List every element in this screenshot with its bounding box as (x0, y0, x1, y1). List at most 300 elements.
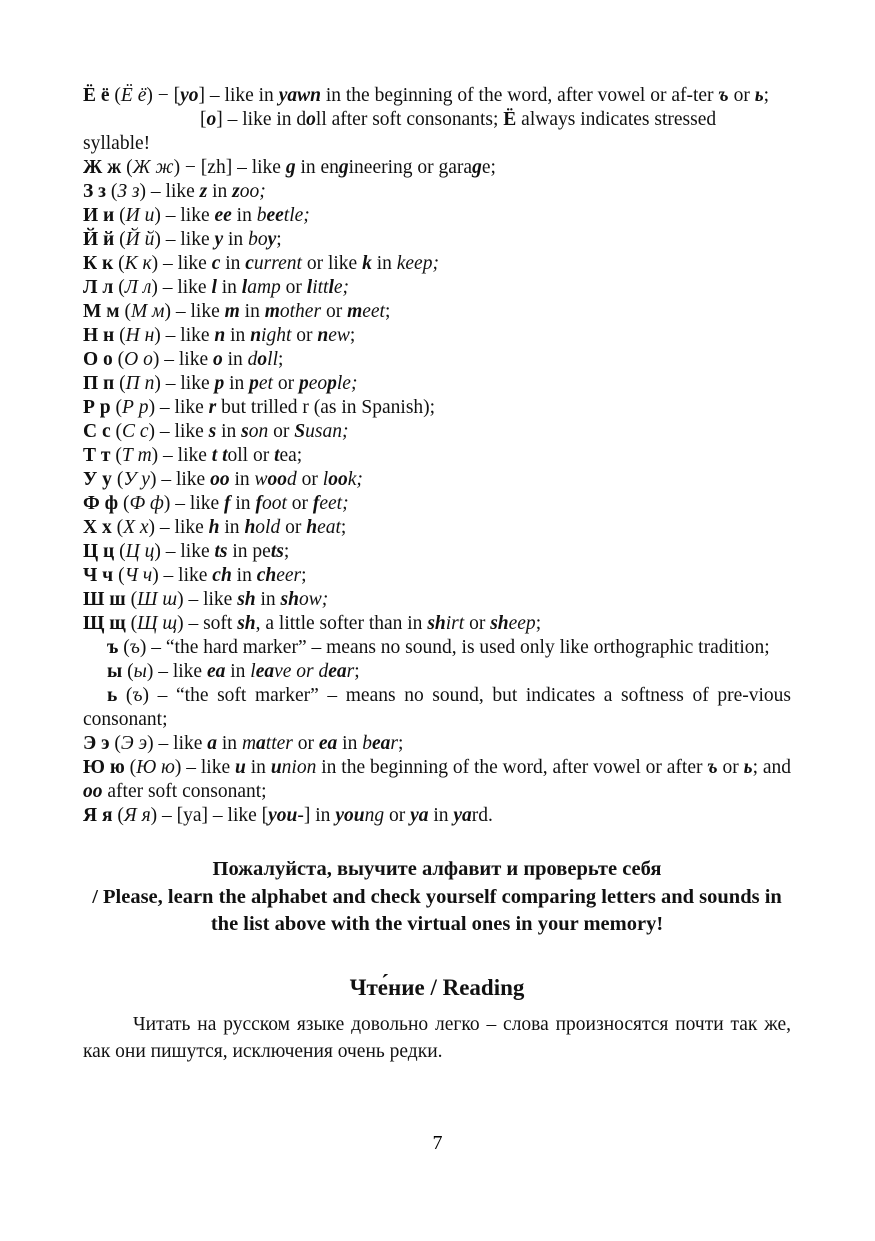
alphabet-entry-soft (83, 684, 791, 732)
entry-text-segment: oo (267, 469, 288, 490)
entry-text-segment: itt (312, 277, 329, 298)
entry-text-segment: ) – [ya] – like [ (150, 805, 269, 826)
entry-text-segment: eet; (319, 493, 349, 514)
entry-text-segment: in (224, 373, 250, 394)
entry-text-segment: a (207, 733, 218, 754)
entry-text-segment: Х х (83, 517, 112, 538)
entry-text-segment: Ф ф (83, 493, 119, 514)
entry-text-segment: ъ (707, 757, 718, 778)
entry-text-segment: l (211, 277, 217, 298)
alphabet-entry-yo-2 (83, 108, 791, 132)
entry-text-segment: you (268, 805, 298, 826)
entry-text-segment: ) – like (163, 493, 225, 514)
entry-text-segment: ( (117, 685, 133, 706)
entry-text-segment: oo (328, 469, 348, 490)
entry-text-segment: m (264, 301, 280, 322)
entry-text-segment: z (199, 181, 208, 202)
entry-text-segment: Н н (125, 325, 155, 346)
entry-text-segment: oo (210, 469, 230, 490)
entry-text-segment: ) – like (154, 541, 215, 562)
alphabet-entry-o (83, 348, 791, 372)
entry-text-segment: ) – like (152, 349, 213, 370)
entry-text-segment: always indicates stressed (516, 109, 717, 130)
entry-text-segment: in (216, 421, 242, 442)
entry-text-segment: amp (247, 277, 281, 298)
entry-text-segment: Я я (83, 805, 113, 826)
entry-text-segment: s (241, 421, 249, 442)
entry-text-segment: l (322, 469, 329, 490)
entry-text-segment: f (224, 493, 231, 514)
entry-text-segment: Ю ю (83, 757, 125, 778)
entry-text-segment: p (249, 373, 259, 394)
entry-text-segment: С с (122, 421, 149, 442)
entry-text-segment: ( (111, 469, 124, 490)
entry-text-segment: , a little softer than in (255, 613, 428, 634)
entry-text-segment: ( (113, 565, 125, 586)
entry-text-segment: in (219, 517, 245, 538)
entry-text-segment: u (235, 757, 246, 778)
entry-text-segment: ve or d (274, 661, 329, 682)
entry-text-segment: rd. (471, 805, 493, 826)
entry-text-segment: ( (114, 325, 126, 346)
entry-text-segment: tle; (283, 205, 310, 226)
entry-text-segment: Щ щ (83, 613, 126, 634)
alphabet-entry-kh (83, 516, 791, 540)
entry-text-segment: f (312, 493, 320, 514)
entry-text-segment: ( (122, 661, 134, 682)
entry-text-segment: or (272, 373, 299, 394)
entry-text-segment: ; (276, 229, 282, 250)
entry-text-segment: ( (113, 277, 125, 298)
alphabet-entry-ts (83, 540, 791, 564)
entry-text-segment: Щ щ (137, 613, 178, 634)
entry-text-segment: Л л (124, 277, 152, 298)
entry-text-segment: Э э (120, 733, 148, 754)
entry-text-segment: Ё ё (83, 85, 110, 106)
entry-text-segment: in (428, 805, 454, 826)
entry-text-segment: in (225, 661, 251, 682)
entry-text-segment: ; (340, 517, 347, 538)
entry-text-segment: Ц ц (83, 541, 115, 562)
entry-text-segment: ; (278, 349, 284, 370)
entry-text-segment: u (270, 757, 282, 778)
entry-text-segment: ) – like (148, 421, 209, 442)
entry-text-segment: o (257, 349, 268, 370)
entry-text-segment: З з (117, 181, 140, 202)
entry-text-segment: s (208, 421, 217, 442)
entry-text-segment: ow; (298, 589, 329, 610)
entry-text-segment: m (241, 733, 257, 754)
entry-text-segment: ( (113, 253, 125, 274)
entry-text-segment: n (250, 325, 262, 346)
alphabet-entry-sh (83, 588, 791, 612)
entry-text-segment: ea; (279, 445, 303, 466)
entry-text-segment: in (225, 325, 251, 346)
entry-text-segment: ь (743, 757, 753, 778)
reading-paragraph: Читать на русском языке довольно легко – слова произносятся почти так же, как они пишутся, исключения очень редки. (83, 1013, 791, 1062)
entry-text-segment: y (214, 229, 224, 250)
entry-text-segment: Л л (83, 277, 114, 298)
entry-text-segment: ы (133, 661, 147, 682)
entry-text-segment: ъ (718, 85, 729, 106)
entry-text-segment: ) – like (174, 757, 236, 778)
entry-text-segment: ъ (107, 637, 119, 658)
entry-text-segment: usan; (305, 421, 349, 442)
entry-text-segment: o (206, 109, 217, 130)
entry-text-segment: sh (280, 589, 299, 610)
entry-text-segment: d (247, 349, 258, 370)
entry-text-segment: ( (121, 157, 133, 178)
entry-text-segment: Т т (83, 445, 111, 466)
alphabet-entry-r (83, 396, 791, 420)
entry-text-segment: ( (125, 589, 138, 610)
entry-text-segment: ya (410, 805, 429, 826)
entry-text-segment: eep (508, 613, 536, 634)
entry-text-segment: И и (125, 205, 155, 226)
entry-text-segment: e; (333, 277, 350, 298)
entry-text-segment: ) – like (146, 661, 207, 682)
entry-text-segment: ( (119, 301, 131, 322)
entry-text-segment: syllable! (83, 133, 151, 154)
entry-text-segment: le; (336, 373, 358, 394)
entry-text-segment: ( (118, 637, 130, 658)
entry-text-segment: h (208, 517, 220, 538)
entry-text-segment: m (347, 301, 363, 322)
entry-text-segment: eat (317, 517, 341, 538)
entry-text-segment: Й й (83, 229, 115, 250)
entry-text-segment: ) − [ (146, 85, 181, 106)
entry-text-segment: О о (124, 349, 153, 370)
entry-text-segment: t (211, 445, 218, 466)
entry-text-segment: Р р (83, 397, 111, 418)
entry-text-segment: n (214, 325, 226, 346)
notice-english: / Please, learn the alphabet and check yourself comparing letters and sounds in the list above with the virtual ones in your memory! (92, 885, 782, 935)
entry-text-segment: sh (237, 613, 256, 634)
entry-text-segment: ) – like (151, 277, 212, 298)
entry-text-segment: et (258, 373, 273, 394)
entry-text-segment: ee (266, 205, 284, 226)
entry-text-segment: sh (490, 613, 509, 634)
entry-text-segment: З з (83, 181, 107, 202)
entry-text-segment: П п (125, 373, 155, 394)
entry-text-segment: ( (114, 541, 126, 562)
entry-text-segment: o (213, 349, 223, 370)
entry-text-segment: Н н (83, 325, 115, 346)
entry-text-segment: oo; (239, 181, 266, 202)
entry-text-segment: z (232, 181, 240, 202)
entry-text-segment: ( (111, 517, 124, 538)
entry-text-segment: oo (83, 781, 103, 802)
alphabet-entry-yo (83, 84, 791, 108)
entry-text-segment: g (472, 157, 482, 178)
entry-text-segment: in (229, 469, 255, 490)
alphabet-entry-yo-3 (83, 132, 791, 156)
entry-text-segment: or (286, 493, 313, 514)
entry-text-segment: ea (206, 661, 226, 682)
entry-text-segment: [ (200, 109, 207, 130)
entry-text-segment: ) – like (148, 397, 209, 418)
study-notice (83, 856, 791, 939)
entry-text-segment: ) – like (177, 589, 238, 610)
alphabet-entry-n (83, 324, 791, 348)
entry-text-segment: k; (347, 469, 363, 490)
reading-heading: Чте́ние / Reading (349, 974, 525, 1000)
alphabet-entry-k (83, 252, 791, 276)
entry-text-segment: ea (318, 733, 338, 754)
entry-text-segment: ( (110, 421, 122, 442)
entry-text-segment: Р р (122, 397, 149, 418)
entry-text-segment: in the beginning of the word, after vowel or af-ter (320, 85, 719, 106)
entry-text-segment: ( (110, 445, 122, 466)
entry-text-segment: ; (349, 325, 356, 346)
alphabet-entry-s (83, 420, 791, 444)
entry-text-segment: ea (255, 661, 275, 682)
entry-text-segment: l (306, 277, 313, 298)
alphabet-entry-shch (83, 612, 791, 636)
entry-text-segment: Ш ш (137, 589, 178, 610)
entry-text-segment: but trilled r (as in Spanish); (216, 397, 436, 418)
entry-text-segment: ; (535, 613, 542, 634)
entry-text-segment: ъ (132, 685, 143, 706)
entry-text-segment: ; (384, 301, 391, 322)
entry-text-segment: eo (308, 373, 328, 394)
alphabet-entry-z (83, 180, 791, 204)
entry-text-segment: К к (124, 253, 152, 274)
entry-text-segment: ea (328, 661, 347, 682)
entry-text-segment: c (211, 253, 221, 274)
entry-text-segment: f (255, 493, 262, 514)
alphabet-entry-yu (83, 756, 791, 804)
page-number: 7 (432, 1132, 443, 1154)
entry-text-segment: in (239, 301, 265, 322)
entry-text-segment: or (292, 733, 319, 754)
entry-text-segment: ng (364, 805, 385, 826)
entry-text-segment: or (280, 277, 307, 298)
entry-text-segment: ) – like (148, 517, 209, 538)
entry-text-segment: e; (481, 157, 496, 178)
entry-text-segment: Ю ю (136, 757, 175, 778)
entry-text-segment: l (250, 661, 256, 682)
entry-text-segment: ) − [zh] – like (173, 157, 286, 178)
entry-text-segment: Ж ж (132, 157, 174, 178)
entry-text-segment: o (306, 109, 316, 130)
entry-text-segment: eet (362, 301, 385, 322)
entry-text-segment: ll after soft consonants; (315, 109, 504, 130)
entry-text-segment: or (728, 85, 755, 106)
entry-text-segment: r (346, 661, 355, 682)
entry-text-segment: tter (265, 733, 293, 754)
entry-text-segment: or (717, 757, 744, 778)
entry-text-segment: ; (354, 661, 360, 682)
entry-text-segment: or (268, 421, 295, 442)
alphabet-entry-ch (83, 564, 791, 588)
entry-text-segment: you (335, 805, 365, 826)
entry-text-segment: m (224, 301, 240, 322)
entry-text-segment: ( (112, 349, 125, 370)
alphabet-entry-i (83, 204, 791, 228)
alphabet-entry-l (83, 276, 791, 300)
entry-text-segment: Ч ч (83, 565, 114, 586)
entry-text-segment: П п (83, 373, 115, 394)
entry-text-segment: ( (114, 229, 126, 250)
entry-text-segment: irt (445, 613, 465, 634)
entry-text-segment: О о (83, 349, 113, 370)
entry-text-segment: Ё (503, 109, 517, 130)
entry-text-segment: ew (328, 325, 350, 346)
alphabet-entry-e (83, 732, 791, 756)
entry-text-segment: r (390, 733, 398, 754)
entry-text-segment: p (327, 373, 337, 394)
entry-text-segment: ( (124, 757, 137, 778)
entry-text-segment: ( (114, 373, 126, 394)
entry-text-segment: oll or (227, 445, 275, 466)
entry-text-segment: p (298, 373, 309, 394)
entry-text-segment: ( (110, 397, 123, 418)
entry-text-segment: ) – like (152, 565, 213, 586)
entry-text-segment: Ф ф (129, 493, 164, 514)
entry-text-segment: in en (295, 157, 339, 178)
entry-text-segment: М м (83, 301, 120, 322)
entry-text-segment: Т т (121, 445, 152, 466)
entry-text-segment: in pe (227, 541, 271, 562)
alphabet-entry-m (83, 300, 791, 324)
entry-text-segment: d (287, 469, 297, 490)
entry-text-segment: a (256, 733, 266, 754)
entry-text-segment: in (207, 181, 233, 202)
entry-text-segment: in (255, 589, 281, 610)
alphabet-entry-yi (83, 660, 791, 684)
entry-text-segment: ] – like in (198, 85, 279, 106)
entry-text-segment: Э э (83, 733, 110, 754)
entry-text-segment: Я я (123, 805, 151, 826)
entry-text-segment: ( (106, 181, 118, 202)
entry-text-segment: or like (301, 253, 363, 274)
entry-text-segment: or (464, 613, 491, 634)
entry-text-segment: ( (114, 205, 126, 226)
entry-text-segment: in (216, 277, 242, 298)
entry-text-segment: h (306, 517, 318, 538)
alphabet-list (83, 84, 791, 828)
entry-text-segment: in (245, 757, 271, 778)
entry-text-segment: ) – like (147, 733, 208, 754)
entry-text-segment: l (328, 277, 334, 298)
entry-text-segment: ts (270, 541, 284, 562)
entry-text-segment: eer (276, 565, 302, 586)
entry-text-segment: ) – like (151, 445, 212, 466)
entry-text-segment: ( (118, 493, 130, 514)
entry-text-segment: p (214, 373, 225, 394)
entry-text-segment: ll (267, 349, 279, 370)
entry-text-segment: in (223, 229, 249, 250)
entry-text-segment: ) – “the soft marker” – means no sound, but indicates a softness of pre-vious consonant; (83, 685, 791, 730)
alphabet-entry-p (83, 372, 791, 396)
entry-text-segment: in (230, 493, 256, 514)
entry-text-segment: ( (112, 805, 124, 826)
entry-text-segment: ( (109, 733, 121, 754)
entry-text-segment: ) – like (151, 253, 212, 274)
entry-text-segment: in (220, 253, 246, 274)
entry-text-segment: ineering or gara (348, 157, 473, 178)
entry-text-segment: ya (453, 805, 472, 826)
entry-text-segment: bo (248, 229, 268, 250)
entry-text-segment: ) – “the hard marker” – means no sound, is used only like orthographic tradition; (139, 637, 770, 658)
entry-text-segment: ea (371, 733, 391, 754)
entry-text-segment: oot (261, 493, 287, 514)
entry-text-segment: ch (212, 565, 232, 586)
entry-text-segment: or (384, 805, 411, 826)
entry-text-segment: Ш ш (83, 589, 126, 610)
alphabet-entry-t (83, 444, 791, 468)
entry-text-segment: ъ (129, 637, 140, 658)
entry-text-segment: urrent (253, 253, 302, 274)
entry-text-segment: b (256, 205, 267, 226)
entry-text-segment: or (280, 517, 307, 538)
alphabet-entry-hard (83, 636, 791, 660)
entry-text-segment: ) – like (154, 229, 215, 250)
entry-text-segment: g (285, 157, 296, 178)
entry-text-segment: М м (130, 301, 165, 322)
entry-text-segment: ) – like (164, 301, 225, 322)
entry-text-segment: c (245, 253, 254, 274)
entry-text-segment: ; (763, 85, 770, 106)
entry-text-segment: t (222, 445, 228, 466)
entry-text-segment: ch (256, 565, 277, 586)
entry-text-segment: ts (214, 541, 228, 562)
entry-text-segment: after soft consonant; (102, 781, 267, 802)
alphabet-entry-ya (83, 804, 791, 828)
entry-text-segment: t (274, 445, 280, 466)
entry-text-segment: С с (83, 421, 111, 442)
entry-text-segment: ) – like (149, 469, 211, 490)
entry-text-segment: g (338, 157, 349, 178)
entry-text-segment: ; (397, 733, 404, 754)
entry-text-segment: Х х (123, 517, 149, 538)
entry-text-segment: k (362, 253, 372, 274)
entry-text-segment: ) – like (139, 181, 200, 202)
entry-text-segment: in (231, 565, 257, 586)
entry-text-segment: l (241, 277, 248, 298)
alphabet-entry-u (83, 468, 791, 492)
entry-text-segment: ( (125, 613, 138, 634)
entry-text-segment: other (279, 301, 322, 322)
entry-text-segment: У у (83, 469, 112, 490)
entry-text-segment: on (248, 421, 269, 442)
entry-text-segment: ; (301, 565, 307, 586)
entry-text-segment: ] – like in d (216, 109, 307, 130)
entry-text-segment: ight (261, 325, 292, 346)
entry-text-segment: ; and (752, 757, 792, 778)
entry-text-segment: ) – like (154, 205, 215, 226)
entry-text-segment: К к (83, 253, 114, 274)
entry-text-segment: nion (281, 757, 317, 778)
entry-text-segment: У у (123, 469, 150, 490)
entry-text-segment: ) – soft (177, 613, 238, 634)
entry-text-segment: S (294, 421, 306, 442)
entry-text-segment: ee (214, 205, 232, 226)
entry-text-segment: ; (283, 541, 290, 562)
entry-text-segment: Ц ц (125, 541, 155, 562)
entry-text-segment: ( (109, 85, 121, 106)
entry-text-segment: in (231, 205, 257, 226)
entry-text-segment: or (321, 301, 348, 322)
entry-text-segment: sh (237, 589, 256, 610)
entry-text-segment: in (371, 253, 397, 274)
alphabet-entry-f (83, 492, 791, 516)
document-page (83, 84, 791, 1065)
entry-text-segment: in (217, 733, 242, 754)
entry-text-segment: in (222, 349, 248, 370)
entry-text-segment: r (208, 397, 217, 418)
